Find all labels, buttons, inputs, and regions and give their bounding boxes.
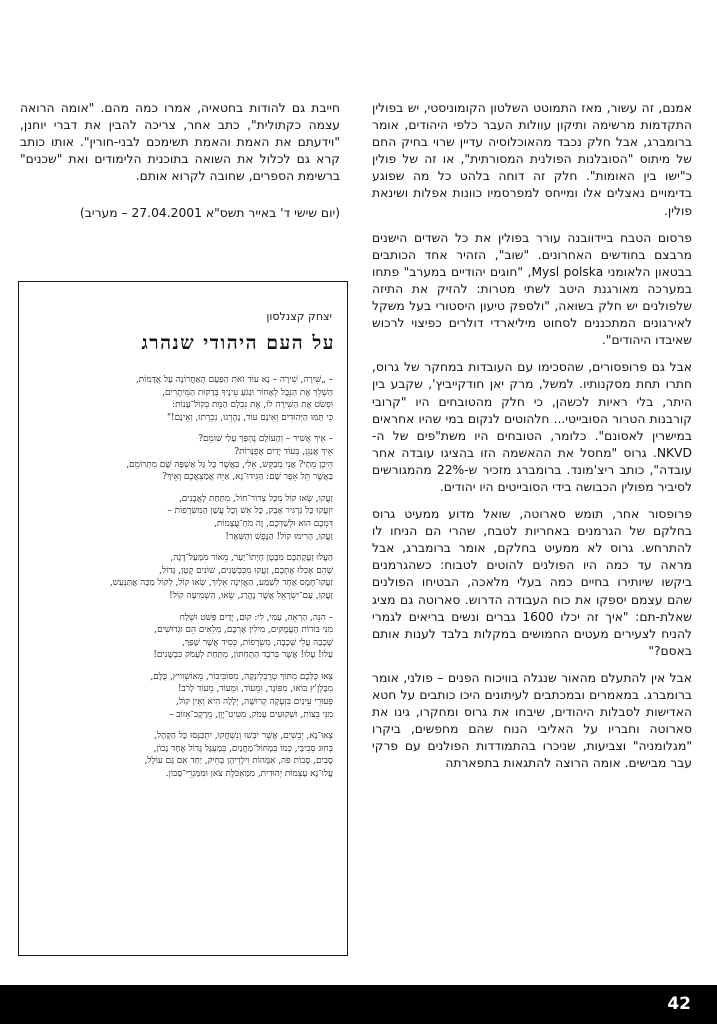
poem-stanza — [29, 730, 333, 780]
poem-line: צְאוּ־נָא, יְבֵשִׁים, אֲשֶׁר יִבְּשׁוּ וְנִשְׁחֲקוּ, יִתְכַּנְּסוּ כָּל הַקָּהָל, — [154, 731, 333, 742]
article-paragraph: אבל גם פרופסורים, שהסכימו עם העובדות במחקר של גרוס, חתרו תחת מסקנותיו. למשל, מרק יאן חודקייביץ', שקבע בין היתר, בלי ראיות לכשהן, כי חלק מהטובחים היו "קרובי קורבנות הטרור הסובייטי... חלהוטים לנקום במי שהיו אחראים במישרין לאסונם". כלומר, הטובחים היו משת"פים של ה-NKVD. גרוס "מחסל את ההאשמה הזו בהציגו עובדה אחר עובדה", כותב ריצ'מונד. ברומברג מזכיר ש-22% מהמגורשים לסיביר מפולין הכבושה בידי הסובייטים היו יהודים. — [372, 360, 692, 494]
poem-title: על העם היהודי שנהרג — [141, 332, 335, 354]
poem-author: יצחק קצנלסון — [266, 310, 332, 323]
poem-stanza — [29, 552, 333, 602]
poem-line: בְּחוּג סְבִיבַי, כְּמוֹ בְּמָחוֹל־מַחֲנַיִם, בְּמַעְגָּל גָּדוֹל אֶחָד נָכוֹן, — [153, 743, 333, 754]
poem-line: – „שִׁירָה, שִׁירָה – נָא עוֹד זֹאת הַפַּעַם הָאַחֲרוֹנָה עַל אֲדָמוֹת, — [135, 375, 333, 385]
article-paragraph: חייבת גם להודות בחטאיה, אמרו כמה מהם. "אומה הרואה עצמה כקתולית", כתב אחר, צריכה להבין את דברי יוחנן, "וידעתם את האמת והאמת תשימכם לבני-חורין". אותו כותב קרא גם לכלול את השואה בתוכנית הלימודים ואת "שכנים" ברשימת הספרים, שחובה לקרוא אותם. — [20, 101, 340, 184]
page-number: 42 — [667, 994, 691, 1014]
source-citation: (יום שישי ד' באייר תשס"א 27.04.2001 – מעריב) — [79, 206, 340, 221]
poem-line: שְׁכָבָה עֲלֵי שְׁכָבָה, מִשְׂרָפוֹת, כְּסִיד אֲשֶׁר שֻׁפַּךְ, — [181, 637, 333, 648]
poem-stanza — [29, 612, 333, 662]
poem-line: הֵיכָן מֵתַי? אֲנִי מְבַקֵּשׁ, אֵלִי, בְּאֲשֶׁר כָּל גַּל אַשְׁפָּה שָׁם מִתְרוֹמֵם, — [126, 459, 333, 470]
poem-line: עָלוּ! עָלוּ! אֲשֶׁר בְּרֹבֶד הַתַּחְתּוֹן, מִתַּחַת לְעָמֹק כִּבְשָׁנִים! — [153, 650, 333, 661]
poem-line: הַעֲלוּ זַעֲקַתְכֶם מִבֶּטֶן חַיְתוֹ־יַעַר, מֵאוֹר מִמַּעַל־דָּגָה, — [170, 553, 333, 564]
poem-line: זַעֲקוּ־חָמָס אֶחָד לְשַׁמַּע, הַאֲזִינָה אֵלַיִךְ, שְׂאוּ קוֹל, לְקוֹל מַכָּה אֲתַנְּעַשׁ, — [109, 578, 333, 589]
poem-line: יִזְעֲקוּ כָּל גַּרְגִּיר אָבָק, כָּל אֵשׁ וְכָל עֲשַׁן הַמִּשְׂרָפוֹת – — [167, 506, 333, 517]
poem-line: עֲלוּ־נָא עַצְמוֹת יְהוּדִית, מִמַּאְכֹּלֶת צֹאן וּמִמַּגְרֵי־סַבּוֹן. — [165, 769, 333, 780]
poem-stanza — [29, 671, 333, 721]
poem-box — [18, 281, 348, 956]
poem-line: – הִנֵּה, הַרְאֵה, עַמִּי, לִי: קוּם, יָדַיִם פְּשֹׁט וּשְׁלַח — [179, 612, 333, 623]
footer-bar — [0, 985, 717, 1024]
article-paragraph: אבל אין להתעלם מהאור שנגלה בוויכוח הפנים – פולני, אומר ברומברג. במאמרים ובמכתבים לעיתונים היכו כותבים על חטא האדישות לסבלות היהודים, שיבחו את גרוס ומחקרו, גינו את סארוטה וחבריו על האליבי הנוח שהם מחפשים, ביקרו "מגלומניה" וצביעות, שניכרו בהתמודדות הפולנים עם פרקי עבר מבישים. אומה הרוצה להתגאות בתפארתה — [372, 670, 692, 771]
poem-body — [29, 374, 333, 790]
poem-line: שֶׁהֵם אָכְלוּ אֶתְכֶם, זַעֲקוּ מִכִּבְשָׁנִים, שׁוֹנִים קָטָן, גָּדוֹל, — [159, 565, 333, 576]
poem-stanza — [29, 433, 333, 483]
poem-line: – אֵיךְ אָשִׁיר – וְהָעוֹלָם נֶהְפַּךְ עָלַי שׁוֹמֵם? — [198, 434, 333, 445]
poem-line: כִּי תַּמּוּ הַיְּהוּדִים וְאֵינָם עוֹד, נֶהֶרְגוּ, נִכְרְתוּ, וְאֵינָם!" — [166, 412, 333, 423]
poem-line: זַעֲקוּ, שְׂאוּ קוֹל מִכָּל צְרוֹר־חוֹל, מִתַּחַת לָאֲבָנִים, — [179, 493, 333, 504]
poem-line: מִנִּי בִּצּוֹת, וּשְׁקוּעִים עָמֹק, מִטִּיט־יָוֵן, מֵרָקָב־אֵזוֹב – — [169, 709, 333, 720]
article-paragraph: פרסום הטבח ביידוובנה עורר בפולין את כל השדים הישנים מרבצם בחודשים האחרונים. "שוב", הזהיר אחד הכותבים בבטאון הלאומני Mysl polska, "חוגים יהודיים במערב" פתחו במערכה מאורגנת היטב לשתי מטרות: להזיק את התיזה שלפולנים יש חלק בשואה, "ולספק טיעון היסטורי בעל משקל לאירגונים המתכננים לסחוט מיליארדי דולרים כפיצוי לרכוש שאיבדו היהודים". — [372, 230, 692, 348]
poem-line: וּפְשֹׂט אֶת הַשִּׁירָה לוֹ, אֶת נִבְלָם הַמֵּת בְּקוֹל־עָנוֹת: — [172, 400, 333, 411]
poem-line: זַעֲקוּ, עַם־יִשְׂרָאֵל אֲשֶׁר נֶהֱרַג, שְׂאוּ, הַשְׁמִיעָה קוֹל! — [169, 590, 333, 601]
article-paragraph: פרופסור אחר, תומש סארוטה, שואל מדוע ממעיט גרוס בחלקם של הגרמנים באחריות לטבח, שהרי הם הניחו לו להתרחש. גרוס לא ממעיט בחלקם, אומר ברומברג, אבל מראה עד כמה היו הפולנים להוטים לטבוח: כשהגרמנים ביקשו שיותירו בחיים כמה בעלי מלאכה, הבטיחו הפולנים שהם עצמם יספקו את כוח העבודה הדרוש. סארוטה גם מציג שאלת-תם: "איך זה יכלו 1600 גברים ונשים בריאים לגמרי להניח לצעירים מעטים החמושים במקלות בלבד לענות אותם באסם?" — [372, 507, 692, 658]
poem-line: סָבִים, סָבוֹת פֹּה, אִמָּהוֹת וִילָדֵיהֶן בְּחֵיק, יַחַד אִם גַּם עוֹלָל, — [144, 756, 333, 767]
poem-line: צְאוּ כֻּלְּכֶם מִתּוֹךְ טְרֶבְלִינְקָה, מִסּוֹבִּיבּוֹר, מֵאוֹשְׁוִויץ, כֻּלָּם, — [150, 671, 333, 682]
poem-line: זַעֲקוּ, הָרִימוּ קוֹל! הַנֶּפֶשׁ וְהַשְּׁאָר! — [225, 531, 333, 542]
poem-stanza — [29, 374, 333, 424]
poem-stanza — [29, 493, 333, 543]
article-left-column — [20, 100, 340, 223]
poem-line: מִנִּי בּוֹרוֹת הָעֲמֻקִּים, מִילִין אָרְכָּם, מְלֵאִים הֵם וּגְדוּשִׁים, — [154, 625, 333, 636]
poem-line: פְּעוּרֵי עֵינַיִם בִּזְעָקָה קְרוּשָׁה, יְלָלָה הִיא וְאֵין קוֹל, — [176, 697, 333, 708]
poem-line: דִּמְכֶם הוּא וּלְשַׁדְכֶם, זֶה מֹחַ־עֲצָמוֹת, — [214, 518, 333, 529]
article-right-column — [372, 100, 692, 772]
poem-line: אֵיךְ אֲנַגֵּן, בְּעוֹד יָדַיִם אֲפֻנָּרוֹת? — [234, 446, 333, 457]
poem-line: הַשְׁלֵךְ אֶת הַנֵּבֶל לְאָחוֹר וּנְגֹעַ עֵינֶיךָ בְּדַקּוּת הַמֵּיתָרִים, — [162, 387, 333, 398]
poem-line: מִבֶּלְזֶ'ץ בּוֹאוּ, מִפּוֹנָר, וּמֵעוֹד, וּמֵעוֹד, מֵעוֹד לָרֹב! — [178, 684, 333, 695]
poem-line: בַּאֲשֶׁר תֵּל אֵפֶר שָׁם: הַגִּידוּ־נָא, אַיֵּה אֲמַצְאֲכֶם וְאֵיךְ? — [162, 472, 333, 483]
article-paragraph: אמנם, זה עשור, מאז התמוטט השלטון הקומוניסטי, יש בפולין התקדמות מרשימה ותיקון עוולות העבר כלפי היהודים, אומר ברומברג, אבל חלק נכבד מהאוכלוסיה עדיין שרוי בחיק החם של מיתוס "הסובלנות הפולנית המסורתית", או זה של פולין כ"ישו בין האומות". חלק זה דוחה בלהט כל מה שפוגע בדימויים נאצלים אלו ומייחס למפרסמיו כוונות אפלות ושינאת פולין. — [372, 101, 692, 218]
